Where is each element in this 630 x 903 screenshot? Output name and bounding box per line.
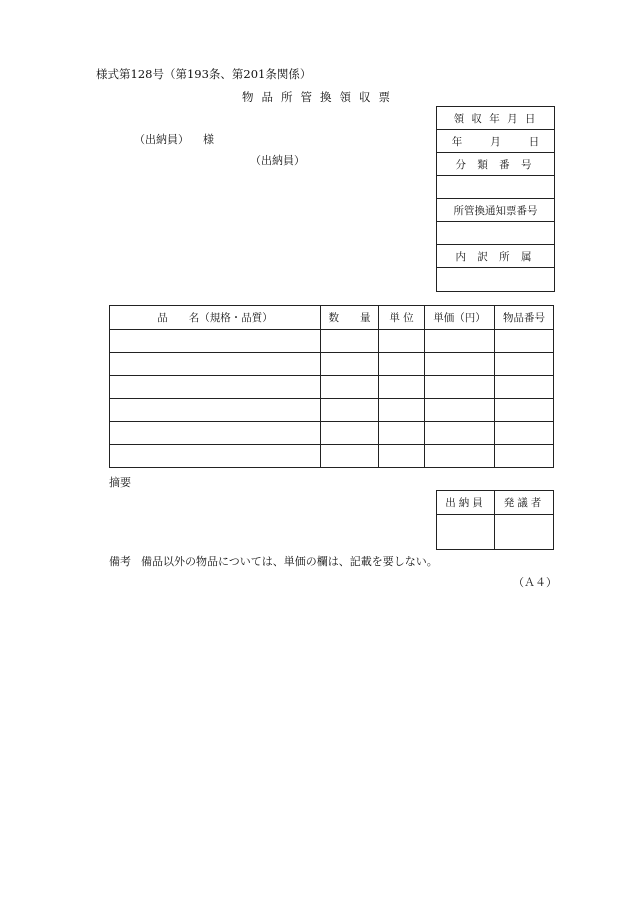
cell-unit-price[interactable] [425, 330, 495, 353]
items-header-row [110, 306, 554, 330]
cell-quantity[interactable] [321, 330, 379, 353]
cell-unit-price[interactable] [425, 376, 495, 399]
date-month: 月 [490, 135, 501, 148]
note [109, 553, 438, 569]
header-unit: 単 位 [379, 306, 425, 330]
header-unit-price: 単価（円） [425, 306, 495, 330]
receipt-date-field[interactable] [437, 130, 554, 153]
cell-item-number[interactable] [495, 399, 554, 422]
cell-item-name[interactable] [110, 330, 321, 353]
approver-header-cashier: 出納員 [437, 491, 495, 515]
table-row [110, 376, 554, 399]
cell-unit[interactable] [379, 399, 425, 422]
receipt-date-label: 領 収 年 月 日 [437, 107, 554, 130]
cell-unit-price[interactable] [425, 399, 495, 422]
cell-item-number[interactable] [495, 376, 554, 399]
header-item-name: 品 名（規格・品質） [110, 306, 321, 330]
addressee [134, 131, 214, 147]
approver-table [436, 490, 554, 550]
transfer-notice-number-field[interactable] [437, 222, 554, 245]
cell-unit[interactable] [379, 445, 425, 468]
category-number-field[interactable] [437, 176, 554, 199]
issuer-label: （出納員） [250, 154, 305, 167]
summary-label: 摘要 [109, 476, 131, 489]
addressee-label: （出納員） [134, 133, 189, 146]
approver-stamp-cashier[interactable] [437, 515, 495, 550]
cell-unit-price[interactable] [425, 422, 495, 445]
table-row [110, 445, 554, 468]
document-title: 物品所管換領収票 [242, 90, 398, 104]
cell-item-number[interactable] [495, 422, 554, 445]
cell-unit[interactable] [379, 330, 425, 353]
table-row [110, 399, 554, 422]
cell-unit[interactable] [379, 353, 425, 376]
table-row [110, 422, 554, 445]
cell-quantity[interactable] [321, 422, 379, 445]
cell-quantity[interactable] [321, 445, 379, 468]
breakdown-field[interactable] [437, 268, 554, 291]
cell-item-name[interactable] [110, 376, 321, 399]
cell-unit[interactable] [379, 376, 425, 399]
approver-header-proposer: 発議者 [495, 491, 554, 515]
note-label: 備考 [109, 555, 131, 568]
items-table [109, 305, 554, 468]
cell-item-name[interactable] [110, 399, 321, 422]
header-item-number: 物品番号 [495, 306, 554, 330]
table-row [110, 353, 554, 376]
cell-unit[interactable] [379, 422, 425, 445]
note-text: 備品以外の物品については、単価の欄は、記載を要しない。 [141, 555, 438, 568]
cell-item-name[interactable] [110, 422, 321, 445]
transfer-notice-number-label: 所管換通知票番号 [437, 199, 554, 222]
category-number-label: 分 類 番 号 [437, 153, 554, 176]
cell-item-number[interactable] [495, 353, 554, 376]
date-year: 年 [451, 135, 463, 148]
cell-quantity[interactable] [321, 376, 379, 399]
paper-size-label: （Ａ４） [513, 576, 557, 589]
info-box [436, 106, 555, 292]
cell-quantity[interactable] [321, 353, 379, 376]
form-number: 様式第128号（第193条、第201条関係） [96, 67, 312, 81]
cell-quantity[interactable] [321, 399, 379, 422]
table-row [110, 330, 554, 353]
cell-unit-price[interactable] [425, 353, 495, 376]
cell-item-number[interactable] [495, 330, 554, 353]
addressee-honorific: 様 [203, 133, 214, 146]
breakdown-label: 内 訳 所 属 [437, 245, 554, 268]
header-quantity: 数 量 [321, 306, 379, 330]
date-day: 日 [528, 135, 540, 148]
cell-item-name[interactable] [110, 445, 321, 468]
cell-item-name[interactable] [110, 353, 321, 376]
cell-unit-price[interactable] [425, 445, 495, 468]
cell-item-number[interactable] [495, 445, 554, 468]
approver-stamp-proposer[interactable] [495, 515, 554, 550]
